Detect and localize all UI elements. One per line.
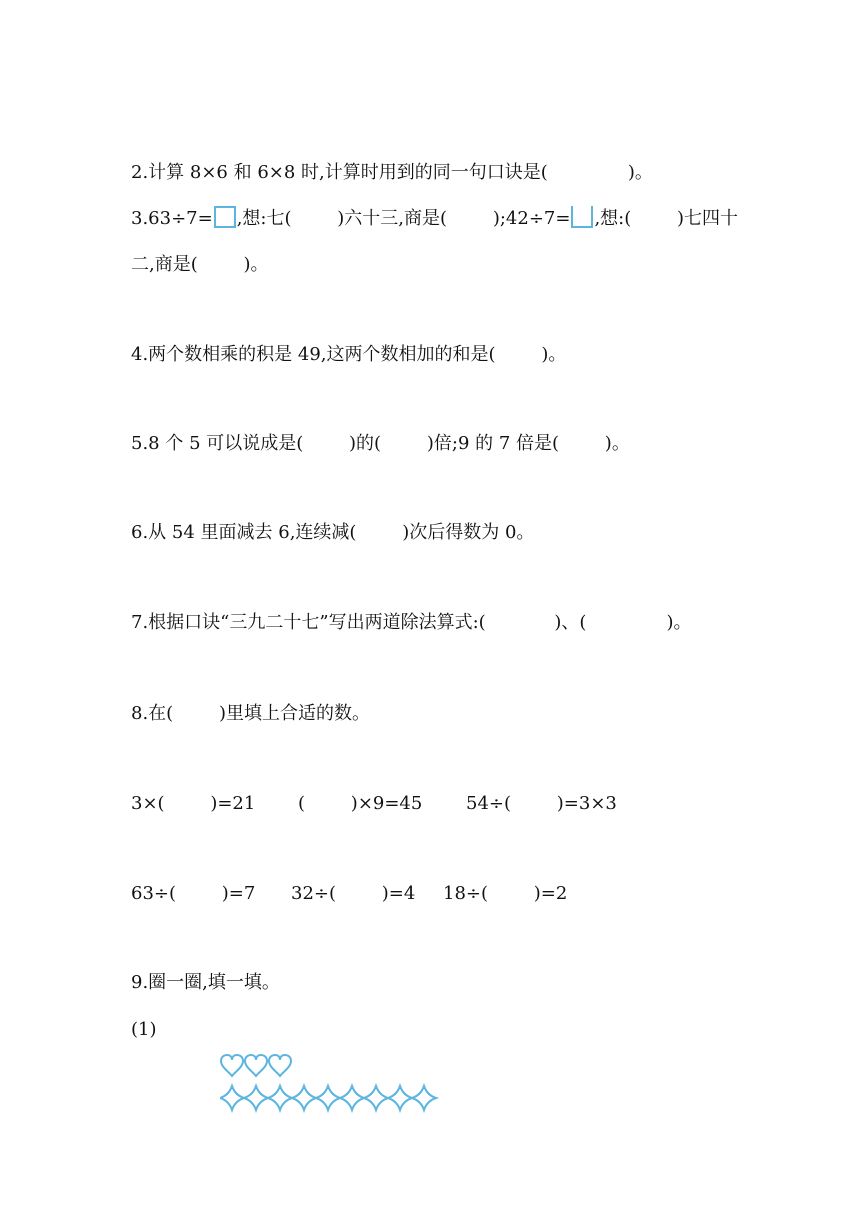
star-icon xyxy=(268,1086,292,1110)
star-icon xyxy=(412,1086,436,1110)
heart-icon xyxy=(221,1055,243,1076)
star-icon xyxy=(220,1086,244,1110)
equation: 63÷( )=7 xyxy=(131,883,256,904)
star-icon xyxy=(316,1086,340,1110)
question-8: 8.在( )里填上合适的数。 xyxy=(131,703,370,724)
question-9-sub-1: (1) xyxy=(131,1019,157,1040)
star-icon xyxy=(292,1086,316,1110)
star-icon xyxy=(364,1086,388,1110)
star-icon xyxy=(388,1086,412,1110)
equation: ( )×9=45 xyxy=(298,793,423,814)
hearts-and-stars-figure xyxy=(220,1052,440,1116)
answer-box-open-top[interactable] xyxy=(571,206,593,228)
heart-icon xyxy=(269,1055,291,1076)
question-3 xyxy=(131,206,738,231)
answer-box[interactable] xyxy=(214,206,236,228)
question-9: 9.圈一圈,填一填。 xyxy=(131,972,280,993)
equation: 3×( )=21 xyxy=(131,793,256,814)
star-icon xyxy=(244,1086,268,1110)
equation: 54÷( )=3×3 xyxy=(466,793,617,814)
q3-part1: 3.63÷7= xyxy=(131,208,213,229)
hearts-row xyxy=(221,1055,291,1076)
question-2: 2.计算 8×6 和 6×8 时,计算时用到的同一句口诀是( )。 xyxy=(131,162,653,183)
equation: 18÷( )=2 xyxy=(443,883,568,904)
question-5: 5.8 个 5 可以说成是( )的( )倍;9 的 7 倍是( )。 xyxy=(131,433,630,454)
q3-part3: ,想:( )七四十 xyxy=(594,208,739,229)
heart-icon xyxy=(245,1055,267,1076)
question-6: 6.从 54 里面减去 6,连续减( )次后得数为 0。 xyxy=(131,522,535,543)
equation: 32÷( )=4 xyxy=(291,883,416,904)
q3-part2: ,想:七( )六十三,商是( );42÷7= xyxy=(236,208,571,229)
star-icon xyxy=(340,1086,364,1110)
question-3-line2: 二,商是( )。 xyxy=(131,254,269,275)
question-4: 4.两个数相乘的积是 49,这两个数相加的和是( )。 xyxy=(131,344,567,365)
stars-row xyxy=(220,1086,436,1110)
question-7: 7.根据口诀“三九二十七”写出两道除法算式:( )、( )。 xyxy=(131,612,692,633)
